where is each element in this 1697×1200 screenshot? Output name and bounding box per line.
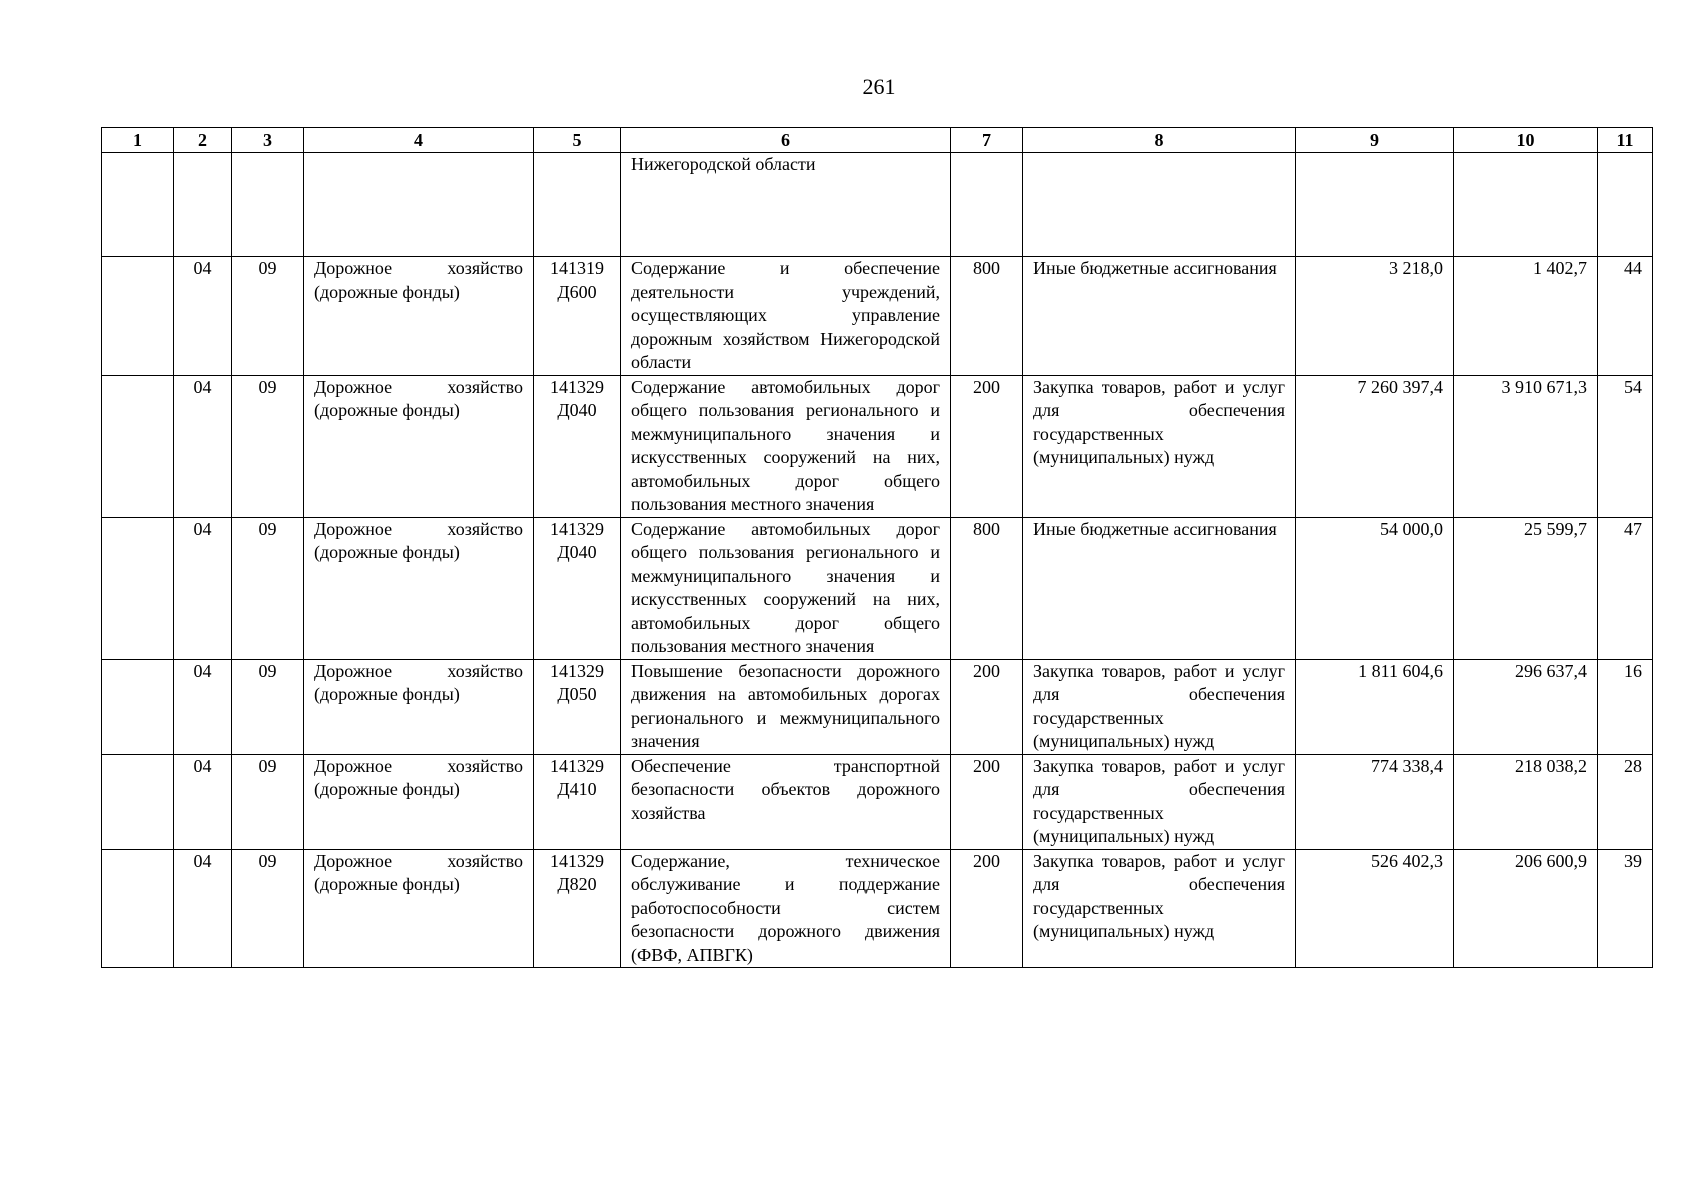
target-article-name: Содержание, техническое обслуживание и поддержание работоспособности систем безопасности дорожного движения (ФВФ, АПВГК) [621,849,951,968]
execution-percent: 39 [1598,849,1653,968]
execution-percent: 44 [1598,257,1653,376]
execution-percent: 28 [1598,754,1653,849]
expense-type-name: Закупка товаров, работ и услуг для обеспечения государственных (муниципальных) нужд [1023,849,1296,968]
subsection-code: 09 [232,375,304,517]
expense-type-code: 800 [951,517,1023,659]
executed-amount: 3 910 671,3 [1454,375,1598,517]
executed-amount: 1 402,7 [1454,257,1598,376]
target-article-name: Повышение безопасности дорожного движения на автомобильных дорогах регионального и межмуниципального значения [621,659,951,754]
subsection-code: 09 [232,257,304,376]
section-code: 04 [174,754,232,849]
executed-amount: 296 637,4 [1454,659,1598,754]
section-code: 04 [174,257,232,376]
expense-type-name: Иные бюджетные ассигнования [1023,257,1296,376]
subsection-code: 09 [232,517,304,659]
expense-type-name: Иные бюджетные ассигнования [1023,517,1296,659]
execution-percent: 54 [1598,375,1653,517]
subsection-code: 09 [232,659,304,754]
subsection-code: 09 [232,754,304,849]
header-col-7: 7 [951,128,1023,153]
header-col-6: 6 [621,128,951,153]
execution-percent: 47 [1598,517,1653,659]
table-row [102,517,1653,659]
target-article-code: 141329 Д040 [534,375,621,517]
section-code: 04 [174,375,232,517]
table-row [102,375,1653,517]
section-name: Дорожное хозяйство (дорожные фонды) [304,375,534,517]
target-article-name: Обеспечение транспортной безопасности объектов дорожного хозяйства [621,754,951,849]
expense-type-code: 200 [951,849,1023,968]
section-code: 04 [174,849,232,968]
expense-type-name: Закупка товаров, работ и услуг для обеспечения государственных (муниципальных) нужд [1023,659,1296,754]
continuation-description: Нижегородской области [621,153,951,257]
header-col-8: 8 [1023,128,1296,153]
target-article-code: 141329 Д040 [534,517,621,659]
page-number: 261 [862,74,896,99]
target-article-code: 141329 Д410 [534,754,621,849]
executed-amount: 218 038,2 [1454,754,1598,849]
target-article-name: Содержание автомобильных дорог общего пользования регионального и межмуниципального значения и искусственных сооружений на них, автомобильных дорог общего пользования местного значения [621,517,951,659]
section-name: Дорожное хозяйство (дорожные фонды) [304,659,534,754]
target-article-code: 141329 Д050 [534,659,621,754]
executed-amount: 25 599,7 [1454,517,1598,659]
header-col-10: 10 [1454,128,1598,153]
section-name: Дорожное хозяйство (дорожные фонды) [304,257,534,376]
target-article-code: 141319 Д600 [534,257,621,376]
expense-type-name: Закупка товаров, работ и услуг для обеспечения государственных (муниципальных) нужд [1023,754,1296,849]
planned-amount: 54 000,0 [1296,517,1454,659]
section-code: 04 [174,659,232,754]
section-code: 04 [174,517,232,659]
executed-amount: 206 600,9 [1454,849,1598,968]
header-col-4: 4 [304,128,534,153]
expense-type-name: Закупка товаров, работ и услуг для обеспечения государственных (муниципальных) нужд [1023,375,1296,517]
target-article-name: Содержание автомобильных дорог общего пользования регионального и межмуниципального значения и искусственных сооружений на них, автомобильных дорог общего пользования местного значения [621,375,951,517]
planned-amount: 526 402,3 [1296,849,1454,968]
expense-type-code: 200 [951,754,1023,849]
header-col-11: 11 [1598,128,1653,153]
header-col-1: 1 [102,128,174,153]
table-row [102,754,1653,849]
planned-amount: 7 260 397,4 [1296,375,1454,517]
execution-percent: 16 [1598,659,1653,754]
expense-type-code: 200 [951,375,1023,517]
header-col-9: 9 [1296,128,1454,153]
planned-amount: 1 811 604,6 [1296,659,1454,754]
section-name: Дорожное хозяйство (дорожные фонды) [304,849,534,968]
table-row [102,849,1653,968]
table-row [102,257,1653,376]
continuation-row [102,153,1653,257]
planned-amount: 774 338,4 [1296,754,1454,849]
planned-amount: 3 218,0 [1296,257,1454,376]
target-article-code: 141329 Д820 [534,849,621,968]
section-name: Дорожное хозяйство (дорожные фонды) [304,754,534,849]
header-row [102,128,1653,153]
table-row [102,659,1653,754]
expense-type-code: 200 [951,659,1023,754]
header-col-2: 2 [174,128,232,153]
section-name: Дорожное хозяйство (дорожные фонды) [304,517,534,659]
subsection-code: 09 [232,849,304,968]
expense-type-code: 800 [951,257,1023,376]
target-article-name: Содержание и обеспечение деятельности учреждений, осуществляющих управление дорожным хозяйством Нижегородской области [621,257,951,376]
header-col-5: 5 [534,128,621,153]
header-col-3: 3 [232,128,304,153]
budget-table [101,127,1653,968]
